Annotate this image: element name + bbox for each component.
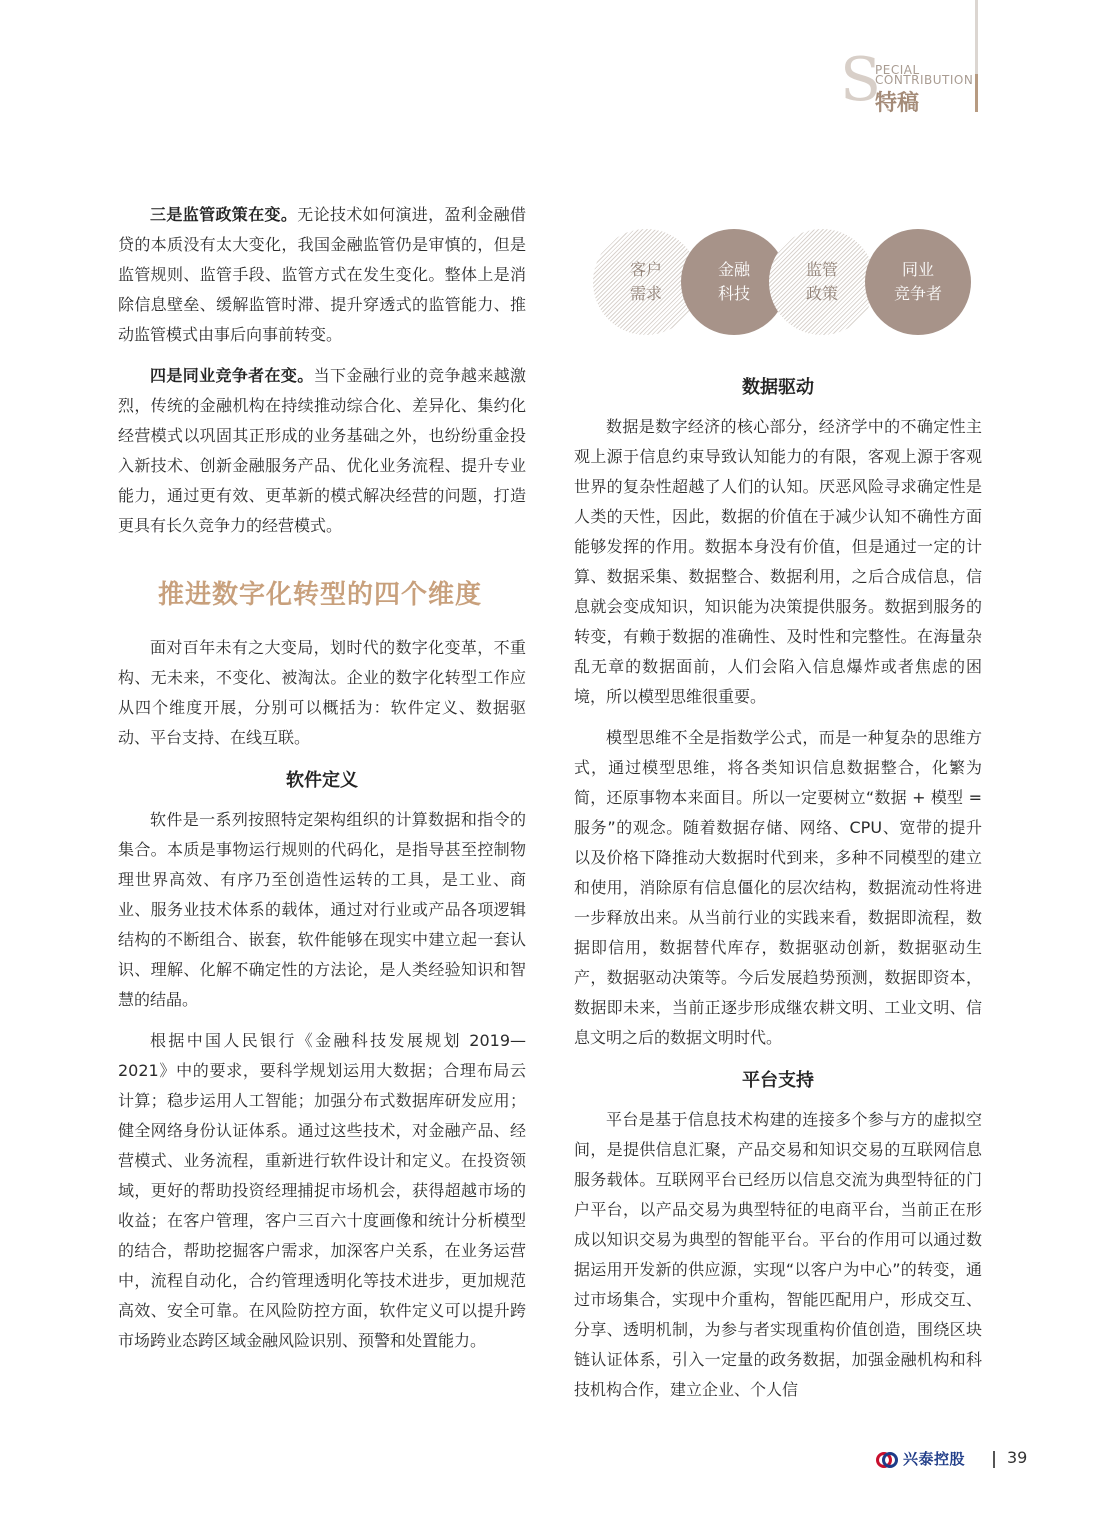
paragraph-body: 当下金融行业的竞争越来越激烈，传统的金融机构在持续推动综合化、差异化、集约化经营模式以巩固其正形成的业务基础之外，也纷纷重金投入新技术、创新金融服务产品、优化业务流程、提升专业能力，通过更有效、更革新的模式解决经营的问题，打造更具有长久竞争力的经营模式。 — [118, 366, 526, 535]
paragraph-lead: 三是监管政策在变。 — [150, 205, 298, 224]
page-number: 39 — [1007, 1448, 1028, 1467]
footer-brand: 兴泰控股 — [903, 1450, 966, 1468]
right-column — [574, 374, 982, 1405]
paragraph-intro: 面对百年未有之大变局，划时代的数字化变革，不重构、无未来，不变化、被淘汰。企业的数字化转型工作应从四个维度开展，分别可以概括为：软件定义、数据驱动、平台支持、在线互联。 — [118, 638, 526, 747]
section-tag — [838, 45, 978, 118]
paragraph-body: 无论技术如何演进，盈利金融借贷的本质没有太大变化，我国金融监管仍是审慎的，但是监管规则、监管手段、监管方式在发生变化。整体上是消除信息壁垒、缓解监管时滞、提升穿透式的监管能力、推动监管模式由事后向事前转变。 — [118, 205, 526, 344]
section-tag-s-mark: S — [840, 45, 882, 115]
circle-label: 金融 科技 — [717, 260, 750, 303]
paragraph-software-1: 软件是一系列按照特定架构组织的计算数据和指令的集合。本质是事物运行规则的代码化，是指导甚至控制物理世界高效、有序乃至创造性运转的工具，是工业、商业、服务业技术体系的载体，通过对行业或产品各项逻辑结构的不断组合、嵌套，软件能够在现实中建立起一套认识、理解、化解不确定性的方法论，是人类经验知识和智慧的结晶。 — [118, 810, 526, 1009]
paragraph-software-2: 根据中国人民银行《金融科技发展规划 2019—2021》中的要求，要科学规划运用大数据；合理布局云计算；稳步运用人工智能；加强分布式数据库研发应用；健全网络身份认证体系。通过这些技术，对金融产品、经营模式、业务流程，重新进行软件设计和定义。在投资领域，更好的帮助投资经理捕捉市场机会，获得超越市场的收益；在客户管理，客户三百六十度画像和统计分析模型的结合，帮助挖掘客户需求，加深客户关系，在业务运营中，流程自动化，合约管理透明化等技术进步，更加规范高效、安全可靠。在风险防控方面，软件定义可以提升跨市场跨业态跨区域金融风险识别、预警和处置能力。 — [118, 1031, 526, 1350]
section-title: 推进数字化转型的四个维度 — [158, 580, 483, 610]
paragraph-data-1: 数据是数字经济的核心部分，经济学中的不确定性主观上源于信息约束导致认知能力的有限，客观上源于客观世界的复杂性超越了人们的认知。厌恶风险寻求确定性是人类的天性，因此，数据的价值在于减少认知不确性方面能够发挥的作用。数据本身没有价值，但是通过一定的计算、数据采集、数据整合、数据利用，之后合成信息，信息就会变成知识，知识能为决策提供服务。数据到服务的转变，有赖于数据的准确性、及时性和完整性。在海量杂乱无章的数据面前，人们会陷入信息爆炸或者焦虑的困境，所以模型思维很重要。 — [574, 417, 982, 706]
left-column — [118, 200, 526, 1356]
footer-separator — [993, 1451, 995, 1468]
paragraph-competition — [118, 361, 526, 541]
paragraph-lead: 四是同业竞争者在变。 — [150, 366, 314, 385]
paragraph-platform-1: 平台是基于信息技术构建的连接多个参与方的虚拟空间，是提供信息汇聚，产品交易和知识交易的互联网信息服务载体。互联网平台已经历以信息交流为典型特征的门户平台，以产品交易为典型特征的电商平台，当前正在形成以知识交易为典型的智能平台。平台的作用可以通过数据运用开发新的供应源，实现“以客户为中心”的转变，通过市场集合，实现中介重构，智能匹配用户，形成交互、分享、透明机制，为参与者实现重构价值创造，围绕区块链认证体系，引入一定量的政务数据，加强金融机构和科技机构合作，建立企业、个人信 — [574, 1110, 982, 1399]
circle-label: 同业 竞争者 — [893, 260, 942, 303]
paragraph-data-2: 模型思维不全是指数学公式，而是一种复杂的思维方式，通过模型思维，将各类知识信息数据整合，化繁为简，还原事物本来面目。所以一定要树立“数据 + 模型 = 服务”的观念。随着数据存储、网络、CPU、宽带的提升以及价格下降推动大数据时代到来，多种不同模型的建立和使用，消除原有信息僵化的层次结构，数据流动性将进一步释放出来。从当前行业的实践来看，数据即流程，数据即信用，数据替代库存，数据驱动创新，数据驱动生产，数据驱动决策等。今后发展趋势预测，数据即资本，数据即未来，当前正逐步形成继农耕文明、工业文明、信息文明之后的数据文明时代。 — [574, 728, 982, 1047]
subheading-platform: 平台支持 — [742, 1070, 814, 1091]
section-tag-cn: 特稿 — [875, 91, 920, 116]
section-tag-line2: CONTRIBUTION — [875, 73, 974, 87]
subheading-data-driven: 数据驱动 — [742, 377, 814, 398]
subheading-software: 软件定义 — [286, 770, 358, 791]
circle-regulation — [769, 229, 875, 335]
section-tag-line1: PECIAL — [875, 63, 920, 77]
paragraph-regulation — [118, 200, 526, 350]
circle-competitors — [865, 229, 971, 335]
four-dimension-circles — [593, 225, 983, 340]
circle-label: 客户 需求 — [629, 260, 662, 303]
circle-label: 监管 政策 — [805, 260, 838, 303]
brand-logo-icon — [876, 1449, 898, 1471]
